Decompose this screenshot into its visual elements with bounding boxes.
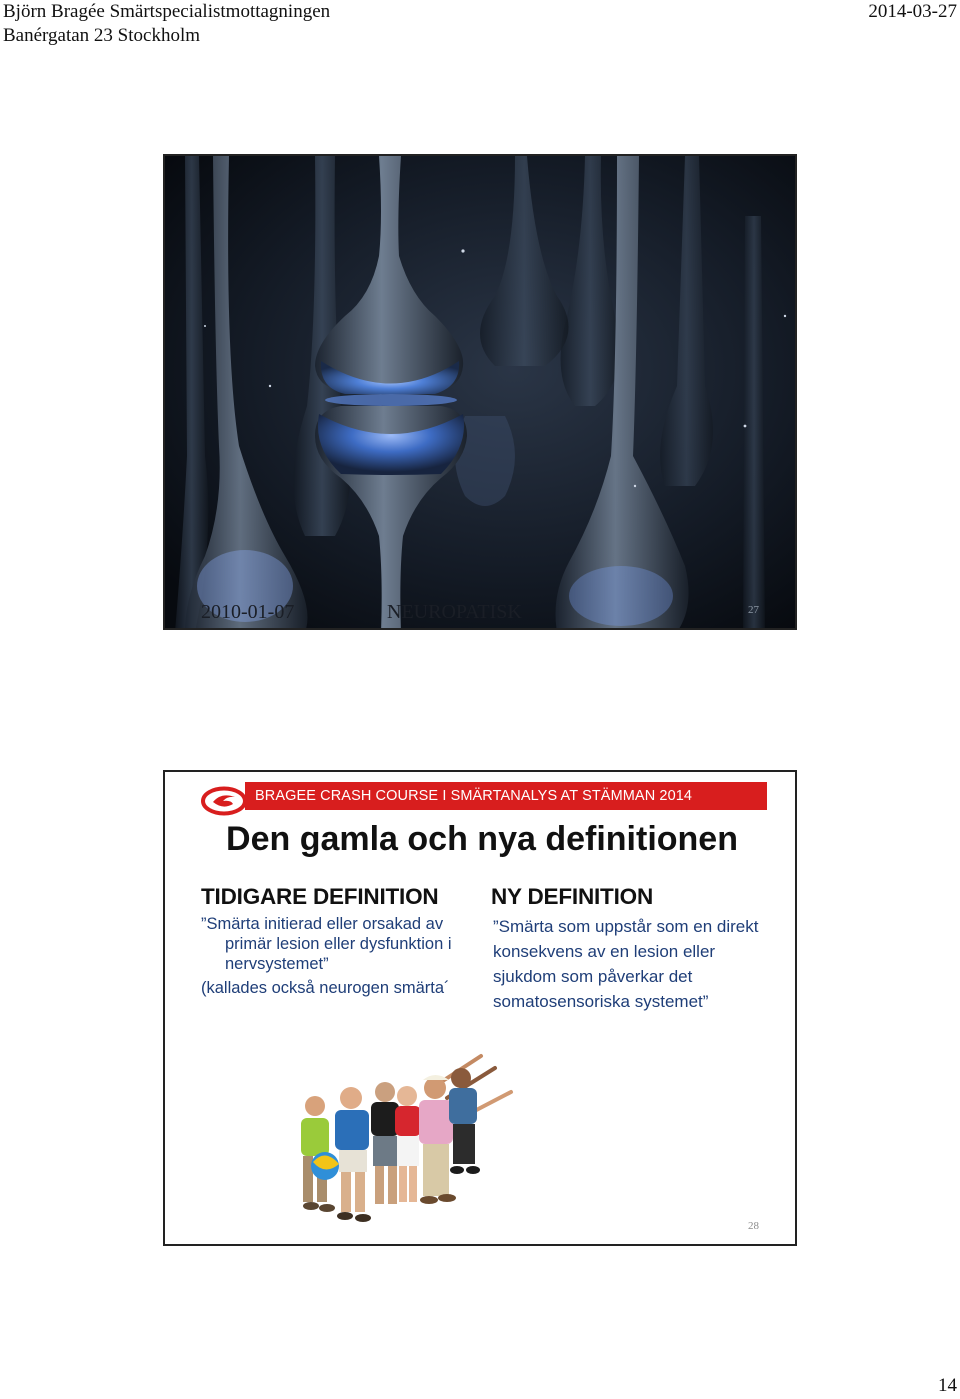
slide-28 <box>163 770 797 1246</box>
bragee-logo-icon <box>201 786 247 816</box>
new-definition-heading: NY DEFINITION <box>491 884 653 909</box>
slide-footer-topic: NEUROPATISK <box>387 601 522 623</box>
old-definition-text: ”Smärta initierad eller orsakad av primär lesion eller dysfunktion i nervsystemet” <box>201 915 452 973</box>
slide-number: 28 <box>748 1220 759 1232</box>
course-banner: BRAGEE CRASH COURSE I SMÄRTANALYS AT STÄMMAN 2014 <box>245 782 767 810</box>
group-of-people-pointing <box>285 1048 525 1238</box>
header-address: Banérgatan 23 Stockholm <box>3 25 201 46</box>
slide-footer-date: 2010-01-07 <box>201 601 295 623</box>
page-number: 14 <box>938 1375 957 1396</box>
slide-27 <box>163 154 797 630</box>
old-definition-column <box>201 884 481 998</box>
neuron-synapse-illustration <box>165 156 797 630</box>
header-author: Björn Bragée Smärtspecialistmottagningen <box>3 1 331 22</box>
header-date: 2014-03-27 <box>868 1 957 22</box>
new-definition-text: ”Smärta som uppstår som en direkt konsekvens av en lesion eller sjukdom som påverkar det somatosensoriska systemet” <box>493 917 759 1011</box>
new-definition-column <box>491 884 781 1014</box>
old-definition-heading: TIDIGARE DEFINITION <box>201 884 439 909</box>
old-definition-note: (kallades också neurogen smärta´ <box>201 979 450 997</box>
slide-title: Den gamla och nya definitionen <box>226 820 738 858</box>
slide-number: 27 <box>748 604 759 616</box>
